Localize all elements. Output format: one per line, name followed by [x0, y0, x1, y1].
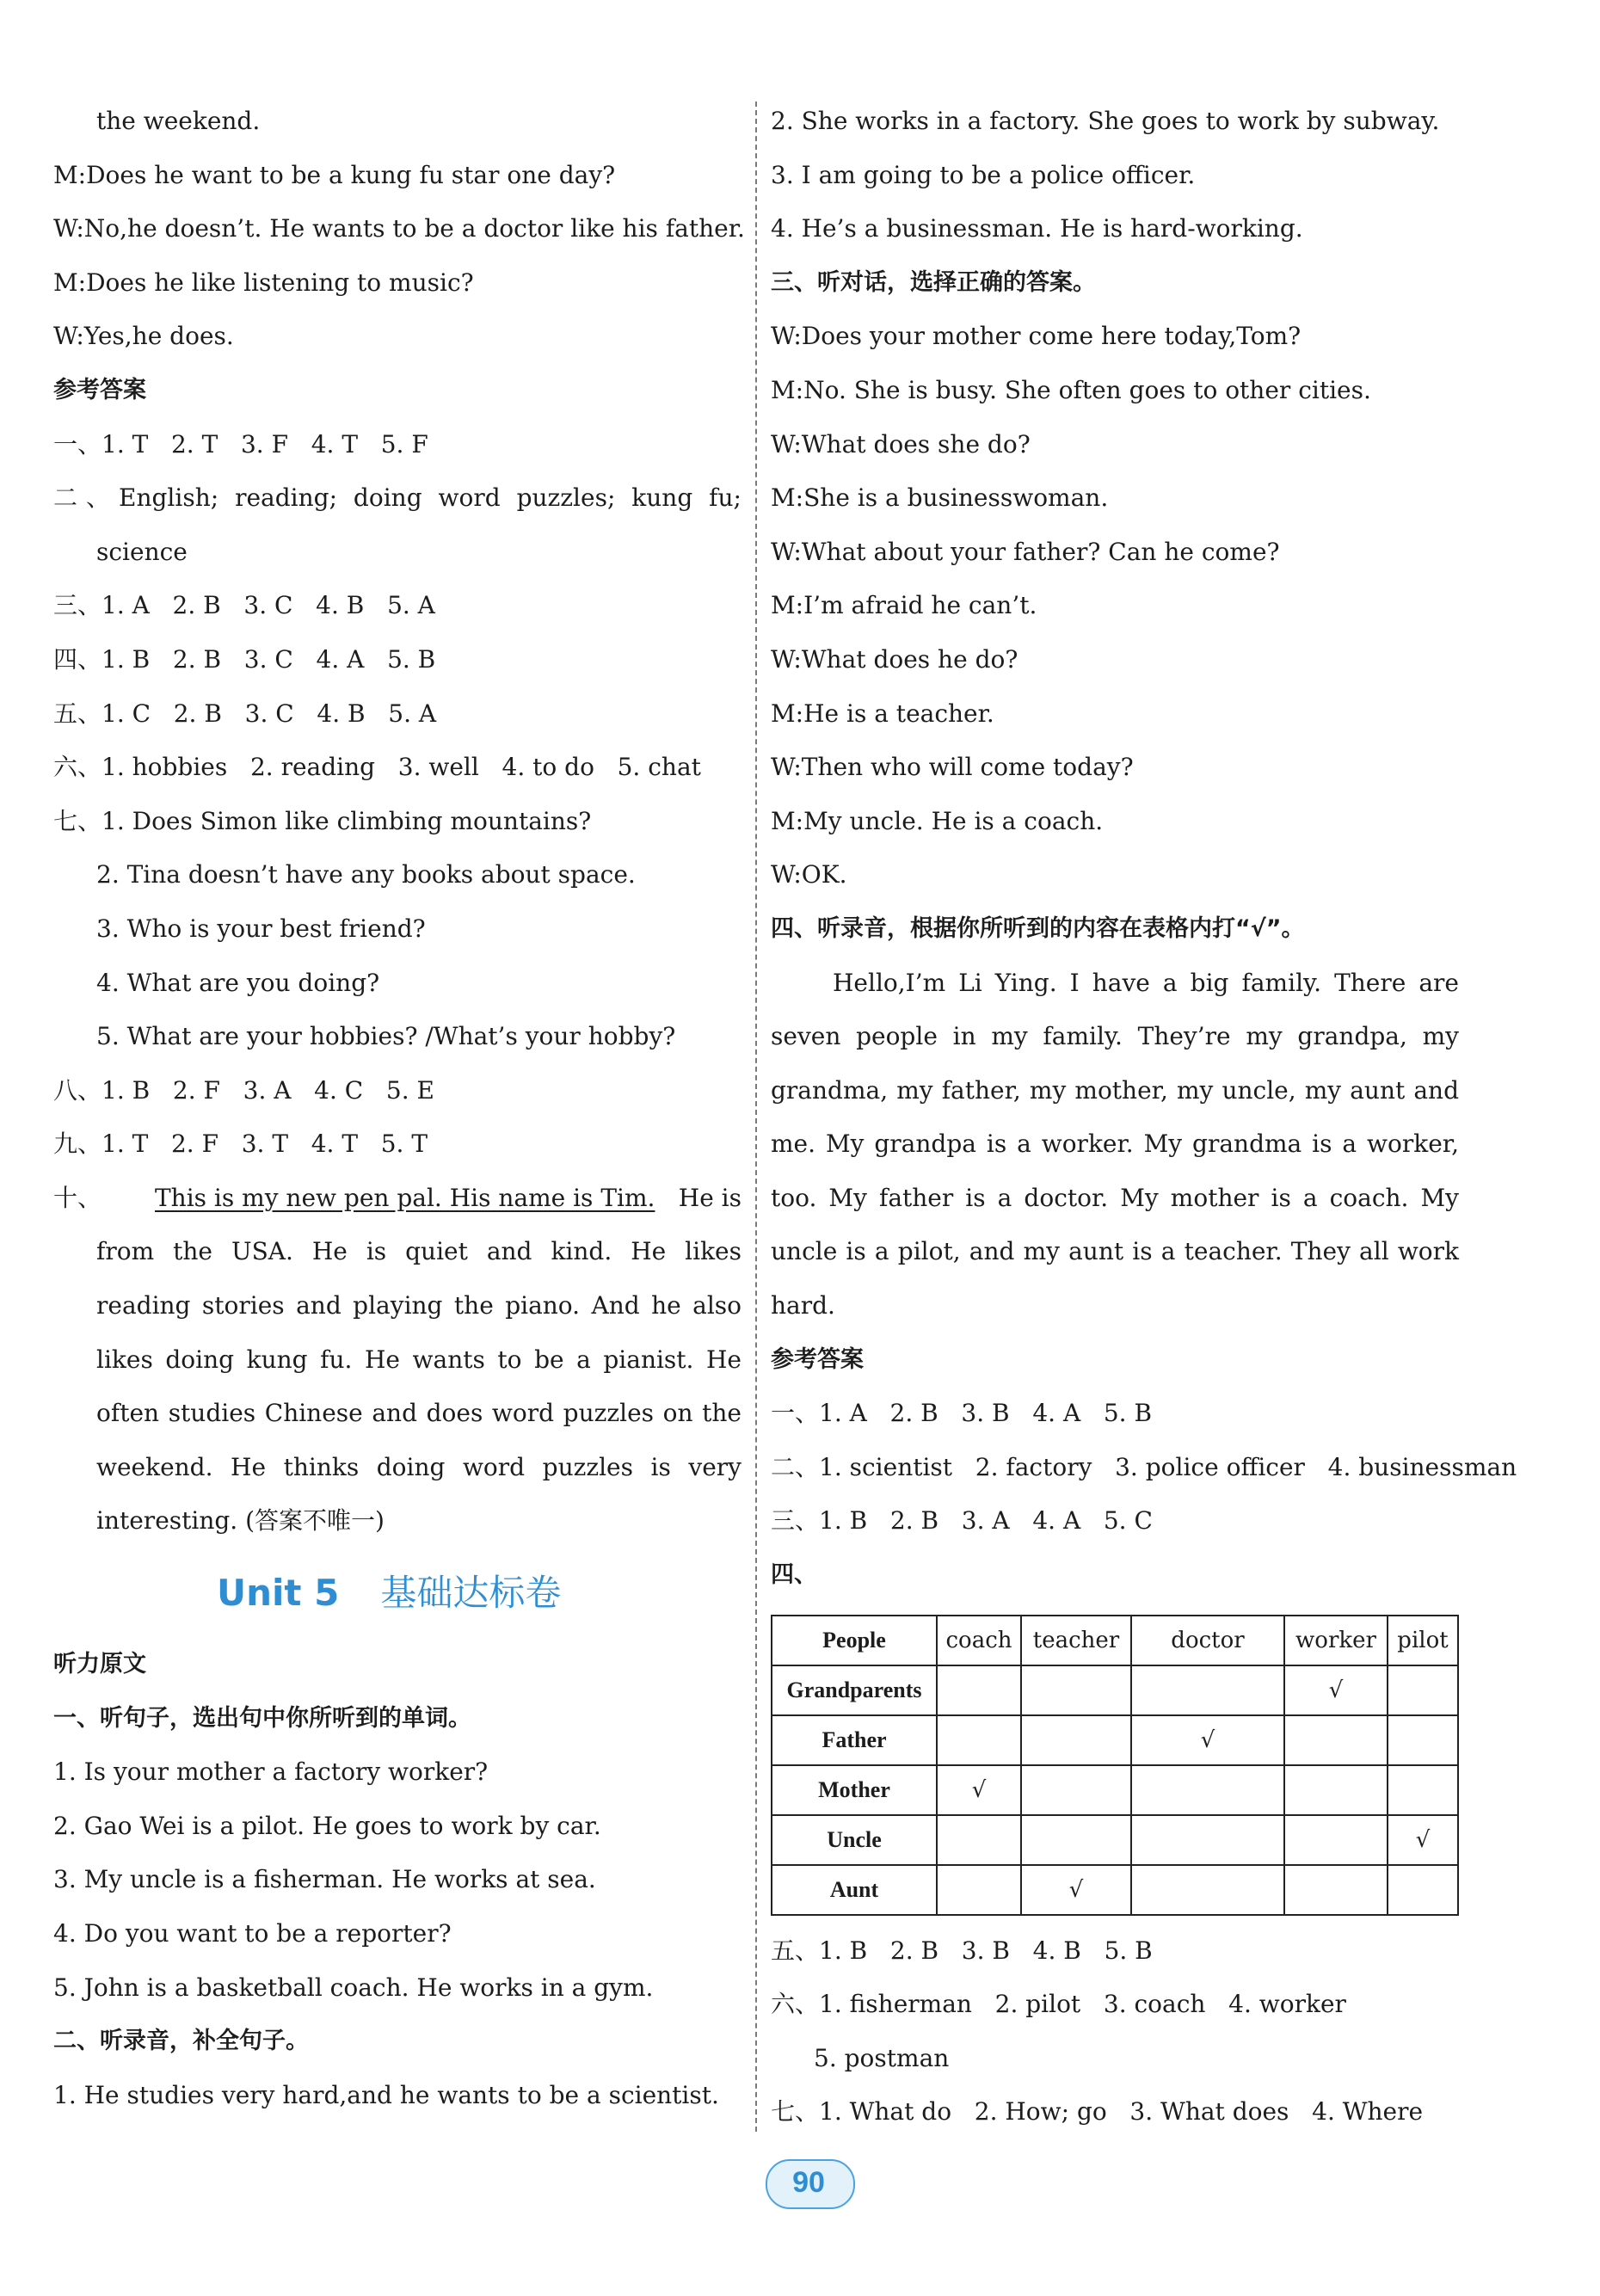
answer-line: 一、1. T 2. T 3. F 4. T 5. F	[53, 429, 428, 459]
answer-line-ten	[53, 1172, 742, 1226]
left-column	[53, 95, 745, 2122]
section-heading: 四、听录音，根据你所听到的内容在表格内打“√”。	[771, 914, 1305, 942]
answer-line: 5. What are your hobbies? /What’s your hobby?	[96, 1022, 676, 1051]
answer-line: 八、1. B 2. F 3. A 4. C 5. E	[53, 1075, 434, 1105]
passage-line: me. My grandpa is a worker. My grandma is a worker,	[771, 1130, 1459, 1159]
answer-line: 九、1. T 2. F 3. T 4. T 5. T	[53, 1130, 428, 1159]
table-cell: √	[1388, 1815, 1458, 1865]
table-cell	[1284, 1865, 1388, 1915]
answer-line: 五、1. B 2. B 3. B 4. B 5. B	[771, 1936, 1153, 1965]
answer-label: 十、	[53, 1183, 102, 1212]
table-cell	[1131, 1665, 1284, 1715]
section-heading: 一、听句子，选出句中你所听到的单词。	[53, 1704, 471, 1732]
text-line: the weekend.	[96, 107, 261, 135]
dialog-line: M:She is a businesswoman.	[771, 483, 1109, 513]
table-cell: √	[1284, 1665, 1388, 1715]
table-cell	[1021, 1765, 1131, 1815]
table-row	[772, 1715, 1458, 1765]
unit-title-en: Unit 5	[217, 1572, 340, 1615]
row-label: Uncle	[772, 1815, 937, 1865]
text-line: from the USA. He is quiet and kind. He likes	[96, 1237, 742, 1266]
text-line: W:No,he doesn’t. He wants to be a doctor like his father.	[53, 214, 745, 243]
answer-label: 四、	[771, 1561, 817, 1589]
page-number-badge	[757, 2159, 860, 2206]
table-header-cell: pilot	[1388, 1616, 1458, 1665]
text-line: 4. Do you want to be a reporter?	[53, 1919, 452, 1948]
text-line: reading stories and playing the piano. And he also	[96, 1291, 742, 1320]
text-line: M:Does he want to be a kung fu star one day?	[53, 160, 616, 189]
answer-line: 六、1. fisherman 2. pilot 3. coach 4. worker	[771, 1990, 1346, 2019]
text-line: 1. He studies very hard,and he wants to be a scientist.	[53, 2080, 719, 2109]
table-cell	[1388, 1665, 1458, 1715]
column-divider	[755, 102, 757, 2132]
table-row	[772, 1815, 1458, 1865]
text-line: likes doing kung fu. He wants to be a pianist. He	[96, 1345, 742, 1374]
section-heading: 二、听录音，补全句子。	[53, 2028, 309, 2055]
passage-line: hard.	[771, 1291, 835, 1320]
dialog-line: M:I’m afraid he can’t.	[771, 591, 1037, 620]
dialog-line: M:My uncle. He is a coach.	[771, 806, 1104, 835]
table-cell	[1388, 1765, 1458, 1815]
answer-line: 三、1. A 2. B 3. C 4. B 5. A	[53, 591, 435, 620]
answers-heading: 参考答案	[771, 1345, 864, 1373]
dialog-line: W:OK.	[771, 860, 847, 889]
answer-line: 六、1. hobbies 2. reading 3. well 4. to do 5. chat	[53, 753, 701, 782]
underlined-sentence: This is my new pen pal. His name is Tim.	[155, 1183, 655, 1212]
answer-line: 七、1. Does Simon like climbing mountains?	[53, 806, 592, 835]
answer-line: 三、1. B 2. B 3. A 4. A 5. C	[771, 1506, 1153, 1536]
table-cell	[1388, 1715, 1458, 1765]
dialog-line: M:He is a teacher.	[771, 699, 994, 728]
answer-line: 七、1. What do 2. How; go 3. What does 4. Where	[771, 2097, 1424, 2127]
table-cell	[1131, 1815, 1284, 1865]
text-line: 2. Gao Wei is a pilot. He goes to work by car.	[53, 1811, 601, 1840]
table-cell	[1021, 1665, 1131, 1715]
dialog-line: W:What does he do?	[771, 644, 1018, 674]
answer-line: 3. Who is your best friend?	[96, 914, 426, 943]
table-cell	[937, 1815, 1021, 1865]
table-header-cell: coach	[937, 1616, 1021, 1665]
answer-line: 4. What are you doing?	[96, 968, 380, 997]
answer-line: 5. postman	[814, 2043, 950, 2072]
row-label: Grandparents	[772, 1665, 937, 1715]
row-label: Aunt	[772, 1865, 937, 1915]
answers-heading: 参考答案	[53, 376, 146, 403]
table-cell	[937, 1865, 1021, 1915]
table-cell	[937, 1715, 1021, 1765]
answer-line: 2. Tina doesn’t have any books about space.	[96, 860, 636, 889]
passage-line: seven people in my family. They’re my grandpa, my	[771, 1022, 1459, 1051]
table-row	[772, 1765, 1458, 1815]
dialog-line: M:No. She is busy. She often goes to other cities.	[771, 375, 1371, 404]
table-header-cell: doctor	[1131, 1616, 1284, 1665]
dialog-line: W:Then who will come today?	[771, 753, 1134, 782]
passage-line: Hello,I’m Li Ying. I have a big family. There are	[833, 968, 1459, 997]
text-line: W:Yes,he does.	[53, 322, 234, 351]
table-cell: √	[1021, 1865, 1131, 1915]
text-line: 5. John is a basketball coach. He works in a gym.	[53, 1973, 654, 2002]
table-row	[772, 1665, 1458, 1715]
right-column	[771, 95, 1517, 2139]
table-header-cell: People	[772, 1616, 937, 1665]
table-cell	[1284, 1765, 1388, 1815]
text-line: often studies Chinese and does word puzzles on the	[96, 1399, 742, 1428]
text-line: 3. My uncle is a fisherman. He works at sea.	[53, 1865, 596, 1894]
answer-line: 二、English; reading; doing word puzzles; kung fu;	[53, 483, 742, 513]
row-label: Father	[772, 1715, 937, 1765]
text-line: 4. He’s a businessman. He is hard-working.	[771, 214, 1303, 243]
table-cell	[1284, 1815, 1388, 1865]
table-cell	[937, 1665, 1021, 1715]
section-heading: 听力原文	[53, 1651, 146, 1678]
dialog-line: W:What about your father? Can he come?	[771, 537, 1280, 566]
table-row	[772, 1865, 1458, 1915]
table-cell: √	[1131, 1715, 1284, 1765]
table-header-cell: worker	[1284, 1616, 1388, 1665]
dialog-line: W:What does she do?	[771, 429, 1031, 459]
section-heading: 三、听对话，选择正确的答案。	[771, 268, 1096, 296]
table-cell	[1021, 1715, 1131, 1765]
text-line: interesting. (答案不唯一)	[96, 1506, 385, 1536]
answer-line: 二、1. scientist 2. factory 3. police officer 4. businessman	[771, 1452, 1517, 1481]
answer-line: 五、1. C 2. B 3. C 4. B 5. A	[53, 699, 437, 728]
table-cell	[1021, 1815, 1131, 1865]
text-line: M:Does he like listening to music?	[53, 268, 474, 297]
passage-line: uncle is a pilot, and my aunt is a teacher. They all work	[771, 1237, 1459, 1266]
text-line: 3. I am going to be a police officer.	[771, 160, 1196, 189]
table-header-cell: teacher	[1021, 1616, 1131, 1665]
row-label: Mother	[772, 1765, 937, 1815]
dialog-line: W:Does your mother come here today,Tom?	[771, 322, 1302, 351]
table-cell	[1284, 1715, 1388, 1765]
table-cell	[1131, 1865, 1284, 1915]
answer-table	[771, 1615, 1459, 1916]
answer-line: 一、1. A 2. B 3. B 4. A 5. B	[771, 1399, 1153, 1428]
passage-line: grandma, my father, my mother, my uncle, my aunt and	[771, 1075, 1459, 1105]
answer-line: science	[96, 537, 188, 566]
table-header-row	[772, 1616, 1458, 1665]
text-line: 1. Is your mother a factory worker?	[53, 1757, 489, 1787]
text-line: weekend. He thinks doing word puzzles is very	[96, 1452, 742, 1481]
passage-line: too. My father is a doctor. My mother is a coach. My	[771, 1183, 1459, 1212]
table-cell: √	[937, 1765, 1021, 1815]
text-line: 2. She works in a factory. She goes to work by subway.	[771, 107, 1440, 135]
unit-title-cn: 基础达标卷	[380, 1572, 562, 1615]
text-fragment: He is	[678, 1183, 742, 1212]
unit-title	[53, 1548, 742, 1638]
table-cell	[1388, 1865, 1458, 1915]
page-number: 90	[792, 2165, 825, 2199]
answer-line: 四、1. B 2. B 3. C 4. A 5. B	[53, 644, 436, 674]
table-cell	[1131, 1765, 1284, 1815]
